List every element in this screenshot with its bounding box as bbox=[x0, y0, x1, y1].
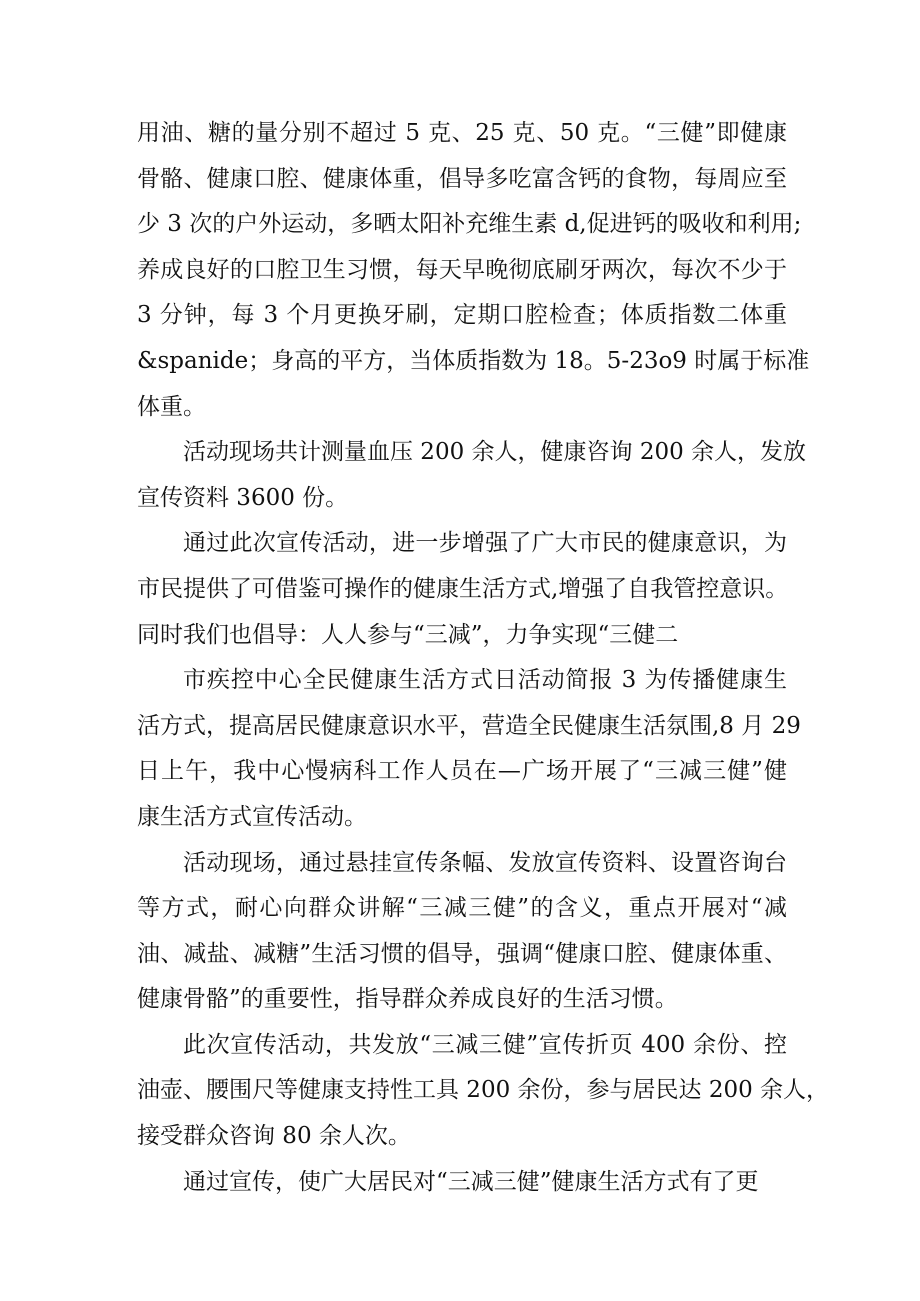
text-line: 通过此次宣传活动，进一步增强了广大市民的健康意识，为 bbox=[183, 530, 787, 557]
text-line: 养成良好的口腔卫生习惯，每天早晚彻底刷牙两次，每次不少于 bbox=[137, 256, 787, 283]
text-line: 此次宣传活动，共发放“三减三健”宣传折页 400 余份、控 bbox=[183, 1031, 787, 1058]
text-line: 通过宣传，使广大居民对“三减三健”健康生活方式有了更 bbox=[183, 1168, 759, 1195]
text-line: 日上午，我中心慢病科工作人员在—广场开展了“三减三健”健 bbox=[137, 758, 787, 785]
paragraph bbox=[137, 1160, 787, 1206]
text-line: 等方式，耐心向群众讲解“三减三健”的含义，重点开展对“减 bbox=[137, 895, 787, 922]
text-line: 少 3 次的户外运动，多晒太阳补充维生素 d,促进钙的吸收和利用; bbox=[137, 211, 802, 238]
text-line: 骨骼、健康口腔、健康体重，倡导多吃富含钙的食物，每周应至 bbox=[137, 165, 787, 192]
paragraph bbox=[137, 111, 810, 430]
text-line: 健康骨骼”的重要性，指导群众养成良好的生活习惯。 bbox=[137, 986, 678, 1013]
text-line: 康生活方式宣传活动。 bbox=[137, 803, 367, 830]
text-line: 活动现场共计测量血压 200 余人，健康咨询 200 余人，发放 bbox=[183, 439, 807, 466]
text-line: 市民提供了可借鉴可操作的健康生活方式,增强了自我管控意识。 bbox=[137, 575, 789, 602]
text-line: 油、减盐、减糖”生活习惯的倡导，强调“健康口腔、健康体重、 bbox=[137, 940, 787, 967]
paragraph bbox=[137, 430, 807, 521]
document-body bbox=[137, 111, 830, 1205]
text-line: 宣传资料 3600 份。 bbox=[137, 484, 349, 511]
text-line: 3 分钟，每 3 个月更换牙刷，定期口腔检查；体质指数二体重 bbox=[137, 302, 787, 329]
paragraph bbox=[137, 521, 787, 658]
text-line: 活动现场，通过悬挂宣传条幅、发放宣传资料、设置咨询台 bbox=[183, 849, 787, 876]
paragraph bbox=[137, 1023, 830, 1160]
text-line: 用油、糖的量分别不超过 5 克、25 克、50 克。“三健”即健康 bbox=[137, 120, 787, 146]
text-line: 同时我们也倡导：人人参与“三减”，力争实现“三健二 bbox=[137, 621, 679, 648]
paragraph bbox=[137, 841, 787, 1023]
text-line: 活方式，提高居民健康意识水平，营造全民健康生活氛围,8 月 29 bbox=[137, 712, 801, 739]
text-line: 体重。 bbox=[137, 393, 206, 420]
paragraph bbox=[137, 658, 801, 840]
text-line: &spanide；身高的平方，当体质指数为 18。5-23o9 时属于标准 bbox=[137, 347, 810, 374]
text-line: 油壶、腰围尺等健康支持性工具 200 余份，参与居民达 200 余人， bbox=[137, 1077, 830, 1104]
text-line: 接受群众咨询 80 余人次。 bbox=[137, 1123, 411, 1150]
text-line: 市疾控中心全民健康生活方式日活动简报 3 为传播健康生 bbox=[183, 667, 787, 694]
